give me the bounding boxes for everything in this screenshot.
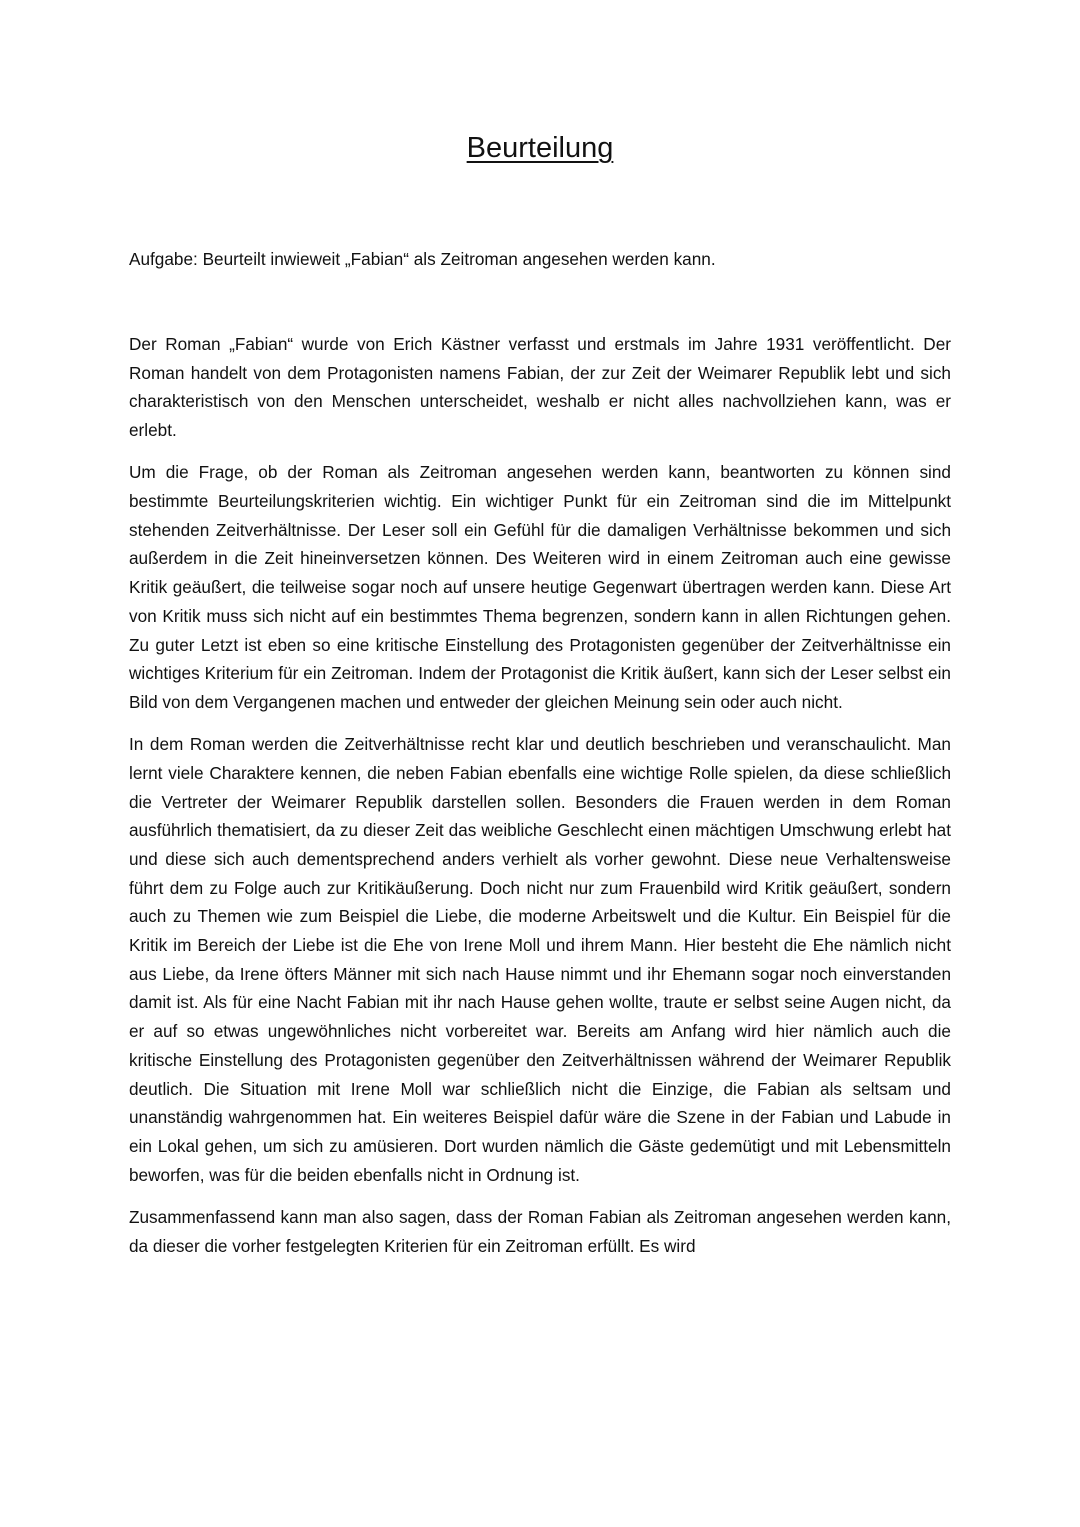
document-title: Beurteilung bbox=[466, 132, 614, 164]
paragraph-conclusion: Zusammenfassend kann man also sagen, dass der Roman Fabian als Zeitroman angesehen werden kann, da dieser die vorher festgelegten Kriterien für ein Zeitroman erfüllt. Es wird bbox=[129, 1206, 951, 1256]
document-body bbox=[129, 330, 951, 1274]
paragraph-analysis: In dem Roman werden die Zeitverhältnisse recht klar und deutlich beschrieben und veranschaulicht. Man lernt viele Charaktere kennen, die neben Fabian ebenfalls eine wichtige Rolle spielen, da diese schließlich die Vertreter der Weimarer Republik darstellen sollen. Besonders die Frauen werden in dem Roman ausführlich thematisiert, da zu dieser Zeit das weibliche Geschlecht einen mächtigen Umschwung erlebt hat und diese sich auch dementsprechend anders verhielt als vorher gewohnt. Diese neue Verhaltensweise führt dem zu Folge auch zur Kritikäußerung. Doch nicht nur zum Frauenbild wird Kritik geäußert, sondern auch zu Themen wie zum Beispiel die Liebe, die moderne Arbeitswelt und die Kultur. Ein Beispiel für die Kritik im Bereich der Liebe ist die Ehe von Irene Moll und ihrem Mann. Hier besteht die Ehe nämlich nicht aus Liebe, da Irene öfters Männer mit sich nach Hause nimmt und ihr Ehemann sogar noch einverstanden damit ist. Als für eine Nacht Fabian mit ihr nach Hause gehen wollte, traute er selbst seine Augen nicht, da er auf so etwas ungewöhnliches nicht vorbereitet war. Bereits am Anfang wird hier nämlich auch die kritische Einstellung des Protagonisten gegenüber den Zeitverhältnissen während der Weimarer Republik deutlich. Die Situation mit Irene Moll war schließlich nicht die Einzige, die Fabian als seltsam und unanständig wahrgenommen hat. Ein weiteres Beispiel dafür wäre die Szene in der Fabian und Labude in ein Lokal gehen, um sich zu amüsieren. Dort wurden nämlich die Gäste gedemütigt und mit Lebensmitteln beworfen, was für die beiden ebenfalls nicht in Ordnung ist. bbox=[129, 734, 951, 1185]
paragraph-intro: Der Roman „Fabian“ wurde von Erich Kästner verfasst und erstmals im Jahre 1931 veröffentlicht. Der Roman handelt von dem Protagonisten namens Fabian, der zur Zeit der Weimarer Republik lebt und sich charakteristisch von den Menschen unterscheidet, weshalb er nicht alles nachvollziehen kann, was er erlebt. bbox=[129, 334, 951, 441]
paragraph-criteria: Um die Frage, ob der Roman als Zeitroman angesehen werden kann, beantworten zu können sind bestimmte Beurteilungskriterien wichtig. Ein wichtiger Punkt für ein Zeitroman sind die im Mittelpunkt stehenden Zeitverhältnisse. Der Leser soll ein Gefühl für die damaligen Verhältnisse bekommen und sich außerdem in die Zeit hineinversetzen können. Des Weiteren wird in einem Zeitroman auch eine gewisse Kritik geäußert, die teilweise sogar noch auf unsere heutige Gegenwart übertragen werden kann. Diese Art von Kritik muss sich nicht auf ein bestimmtes Thema begrenzen, sondern kann in allen Richtungen gehen. Zu guter Letzt ist eben so eine kritische Einstellung des Protagonisten gegenüber der Zeitverhältnisse ein wichtiges Kriterium für ein Zeitroman. Indem der Protagonist die Kritik äußert, kann sich der Leser selbst ein Bild von dem Vergangenen machen und entweder der gleichen Meinung sein oder auch nicht. bbox=[129, 462, 951, 712]
task-statement: Aufgabe: Beurteilt inwieweit „Fabian“ als Zeitroman angesehen werden kann. bbox=[129, 249, 716, 269]
